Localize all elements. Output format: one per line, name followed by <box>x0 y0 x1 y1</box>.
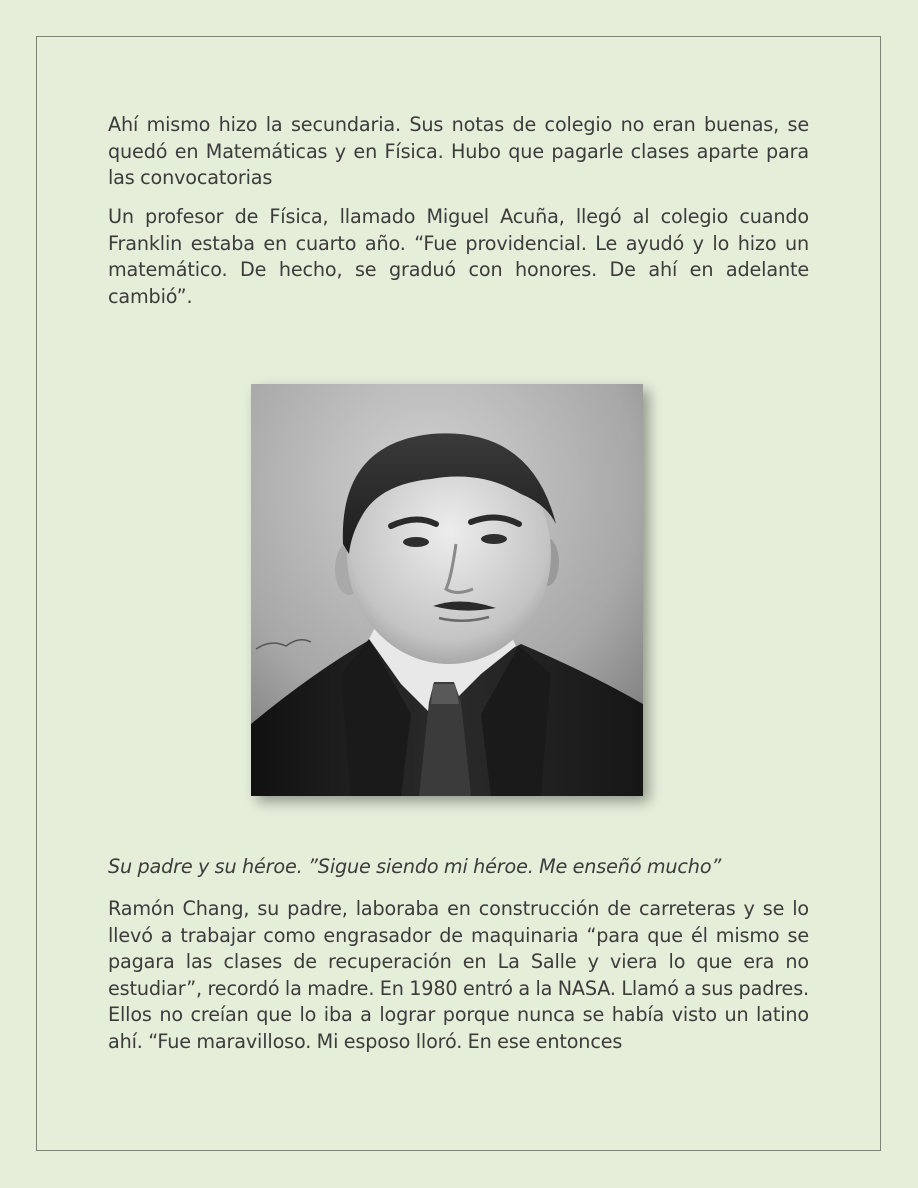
paragraph-secundaria: Ahí mismo hizo la secundaria. Sus notas de colegio no eran buenas, se quedó en Matemáticas y en Física. Hubo que pagarle clases aparte para las convocatorias <box>108 113 809 189</box>
paragraph-padre: Ramón Chang, su padre, laboraba en construcción de carreteras y se lo llevó a trabajar como engrasador de maquinaria “para que él mismo se pagara las clases de recuperación en La Salle y viera lo que era no estudiar”, recordó la madre. En 1980 entró a la NASA. Llamó a sus padres. Ellos no creían que lo iba a lograr porque nunca se había visto un latino ahí. “Fue maravilloso. Mi esposo lloró. En ese entonces <box>108 897 809 1053</box>
photo-caption: Su padre y su héroe. ”Sigue siendo mi héroe. Me enseñó mucho” <box>108 855 722 878</box>
paragraph-profesor: Un profesor de Física, llamado Miguel Acuña, llegó al colegio cuando Franklin estaba en cuarto año. “Fue providencial. Le ayudó y lo hizo un matemático. De hecho, se graduó con honores. De ahí en adelante cambió”. <box>108 205 809 308</box>
portrait-photo <box>251 384 643 796</box>
